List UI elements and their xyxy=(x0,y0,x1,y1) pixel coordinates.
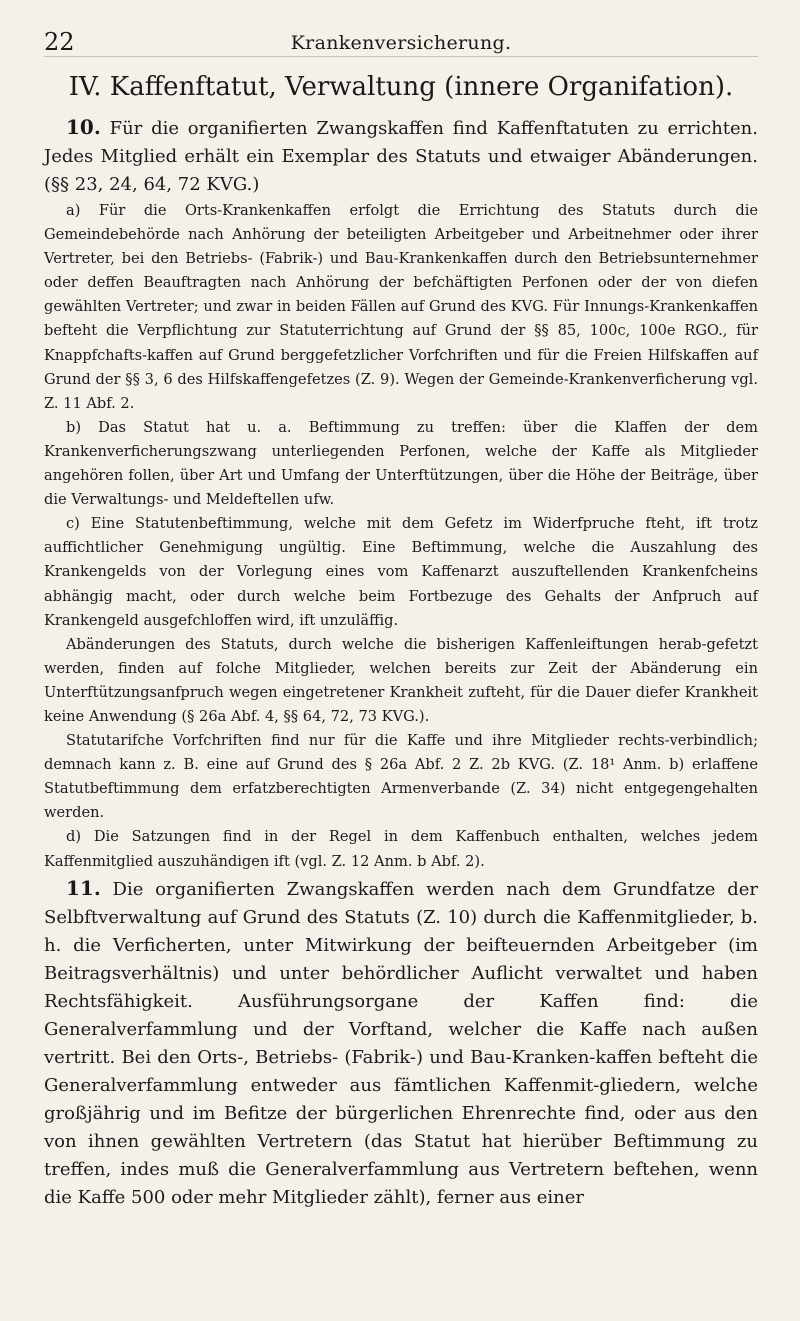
paragraph-10 xyxy=(44,113,758,199)
section-heading: IV. Kaffenftatut, Verwaltung (innere Organifation). xyxy=(68,72,734,102)
subparagraph-c: c) Eine Statutenbeftimmung, welche mit dem Gefetz im Widerfpruche fteht, ift trotz auffichtlicher Genehmigung ungültig. Eine Beftimmung, welche die Auszahlung des Krankengelds von der Vorlegung eines vom Kaffenarzt auszuftellenden Krankenfcheins abhängig macht, oder durch welche beim Fortbezuge des Gehalts der Anfpruch auf Krankengeld ausgefchloffen wird, ift unzuläffig. xyxy=(44,515,758,629)
paragraph-11-number: 11. xyxy=(66,875,101,900)
paragraph-11 xyxy=(44,874,758,1212)
subparagraph-b: b) Das Statut hat u. a. Beftimmung zu treffen: über die Klaffen der dem Krankenverficherungszwang unterliegenden Perfonen, welche der Kaffe als Mitglieder angehören follen, über Art und Umfang der Unterftützungen, über die Höhe der Beiträge, über die Verwaltungs- und Meldeftellen ufw. xyxy=(44,418,758,509)
subparagraph-a: a) Für die Orts-Krankenkaffen erfolgt die Errichtung des Statuts durch die Gemeindebehörde nach Anhörung der beteiligten Arbeitgeber und Arbeitnehmer oder ihrer Vertreter, bei den Betriebs- (Fabrik-) und Bau-Krankenkaffen durch den Betriebsunternehmer oder deffen Beauftragten nach Anhörung der befchäftigten Perfonen oder der von diefen gewählten Vertreter; und zwar in beiden Fällen auf Grund des KVG. Für Innungs-Krankenkaffen befteht die Verpflichtung zur Statuterrichtung auf Grund der §§ 85, 100c, 100e RGO., für Knappfchafts-kaffen auf Grund berggefetzlicher Vorfchriften und für die Freien Hilfskaffen auf Grund der §§ 3, 6 des Hilfskaffengefetzes (Z. 9). Wegen der Gemeinde-Krankenverficherung vgl. Z. 11 Abf. 2. xyxy=(44,202,758,412)
running-title: Krankenversicherung. xyxy=(290,32,512,54)
page-number: 22 xyxy=(44,28,75,56)
paragraph-10-text: Für die organifierten Zwangskaffen find Kaffenftatuten zu errichten. Jedes Mitglied erhält ein Exemplar des Statuts und etwaiger Abänderungen. (§§ 23, 24, 64, 72 KVG.) xyxy=(44,118,758,195)
paragraph-11-text: Die organifierten Zwangskaffen werden nach dem Grundfatze der Selbftverwaltung auf Grund des Statuts (Z. 10) durch die Kaffenmitglieder, b. h. die Verficherten, unter Mitwirkung der beifteuernden Arbeitgeber (im Beitragsverhältnis) und unter behördlicher Auflicht verwaltet und haben Rechtsfähigkeit. Ausführungsorgane der Kaffen find: die Generalverfammlung und der Vorftand, welcher die Kaffe nach außen vertritt. Bei den Orts-, Betriebs- (Fabrik-) und Bau-Kranken-kaffen befteht die Generalverfammlung entweder aus fämtlichen Kaffenmit-gliedern, welche großjährig und im Befitze der bürgerlichen Ehrenrechte find, oder aus den von ihnen gewählten Vertretern (das Statut hat hierüber Beftimmung zu treffen, indes muß die Generalverfammlung aus Vertretern beftehen, wenn die Kaffe 500 oder mehr Mitglieder zählt), ferner aus einer xyxy=(44,878,758,1208)
subparagraph-c-amendments: Abänderungen des Statuts, durch welche die bisherigen Kaffenleiftungen herab-gefetzt werden, finden auf folche Mitglieder, welchen bereits zur Zeit der Abänderung ein Unterftützungsanfpruch wegen eingetretener Krankheit zufteht, für die Dauer diefer Krankheit keine Anwendung (§ 26a Abf. 4, §§ 64, 72, 73 KVG.). xyxy=(44,635,758,725)
subparagraph-c-statutory: Statutarifche Vorfchriften find nur für die Kaffe und ihre Mitglieder rechts-verbindlich; demnach kann z. B. eine auf Grund des § 26a Abf. 2 Z. 2b KVG. (Z. 18¹ Anm. b) erlaffene Statutbeftimmung dem erfatzberechtigten Armenverbande (Z. 34) nicht entgegengehalten werden. xyxy=(44,732,758,822)
subparagraph-d: d) Die Satzungen find in der Regel in dem Kaffenbuch enthalten, welches jedem Kaffenmitglied auszuhändigen ift (vgl. Z. 12 Anm. b Abf. 2). xyxy=(44,828,758,870)
running-head xyxy=(44,28,758,57)
paragraph-10-number: 10. xyxy=(66,115,101,139)
